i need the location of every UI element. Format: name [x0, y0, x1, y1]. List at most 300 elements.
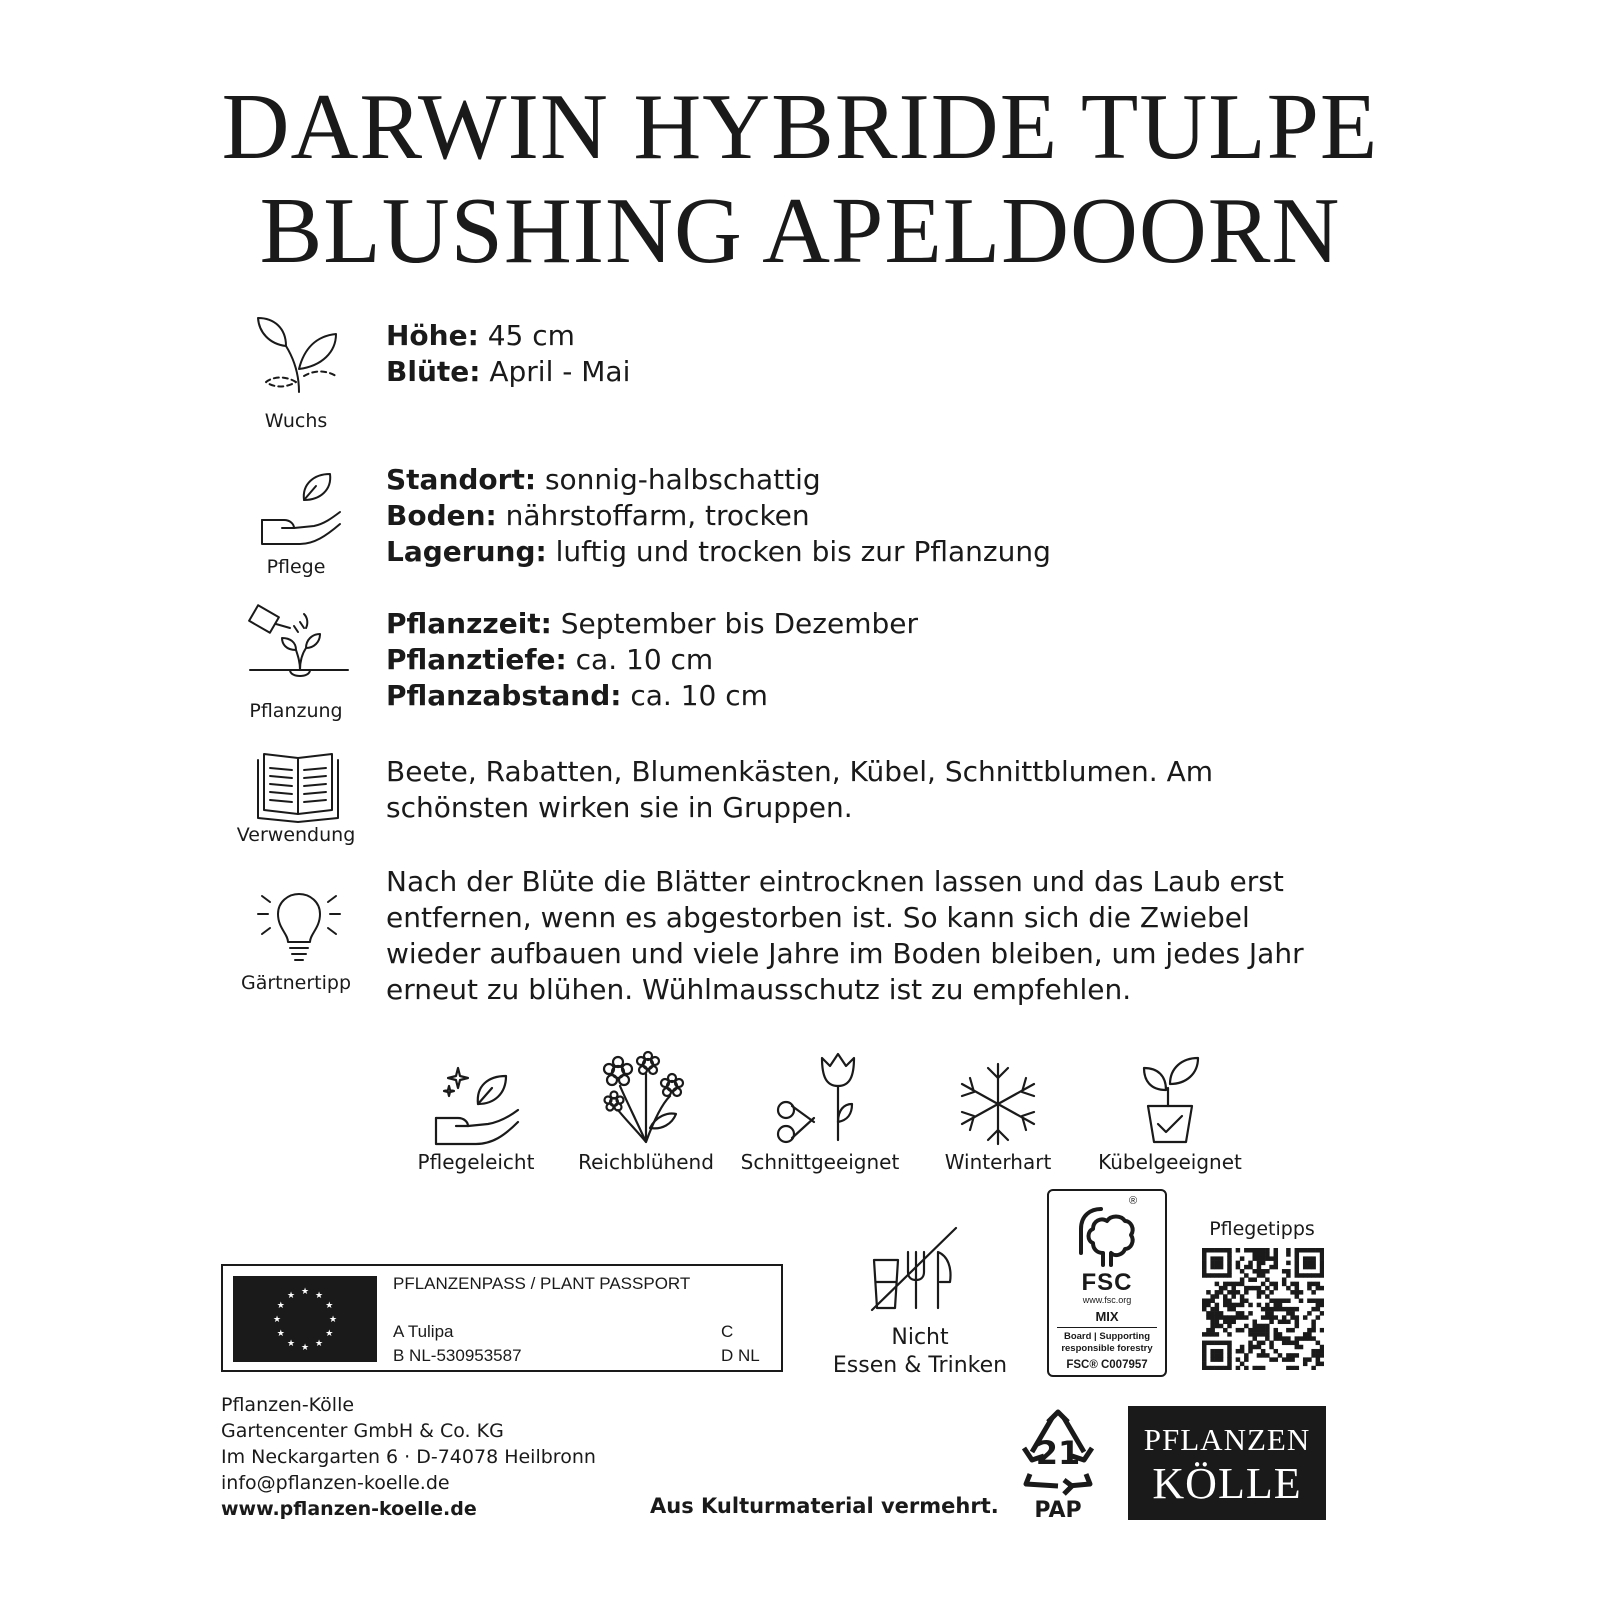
qr-module	[1261, 1290, 1266, 1295]
qr-module	[1248, 1303, 1253, 1308]
qr-module	[1295, 1353, 1300, 1358]
qr-module	[1244, 1290, 1249, 1295]
qr-module	[1236, 1303, 1241, 1308]
section-text-wuchs	[386, 318, 1306, 390]
qr-module	[1307, 1286, 1312, 1291]
text-line: Beete, Rabatten, Blumenkästen, Kübel, Schnittblumen. Am	[386, 755, 1213, 788]
qr-module	[1206, 1290, 1211, 1295]
qr-module	[1265, 1256, 1270, 1261]
qr-module	[1311, 1256, 1316, 1261]
qr-module	[1274, 1315, 1279, 1320]
qr-module	[1219, 1273, 1224, 1278]
field-key: Blüte:	[386, 355, 481, 388]
pot-plant-icon	[1120, 1050, 1220, 1146]
qr-module	[1227, 1307, 1232, 1312]
qr-module	[1320, 1349, 1324, 1354]
qr-module	[1210, 1353, 1215, 1358]
qr-module	[1244, 1357, 1249, 1362]
qr-module	[1215, 1353, 1220, 1358]
qr-module	[1261, 1307, 1266, 1312]
qr-module	[1252, 1328, 1257, 1333]
qr-module	[1303, 1248, 1308, 1253]
qr-module	[1320, 1345, 1324, 1350]
qr-module	[1303, 1336, 1308, 1341]
qr-module	[1261, 1324, 1266, 1329]
qr-module	[1261, 1248, 1266, 1253]
qr-module	[1248, 1248, 1253, 1253]
fsc-brand: FSC	[1081, 1269, 1133, 1296]
eu-star: ★	[314, 1290, 324, 1301]
qr-module	[1290, 1311, 1295, 1316]
field-key: Standort:	[386, 463, 537, 496]
qr-module	[1303, 1357, 1308, 1362]
qr-module	[1248, 1261, 1253, 1266]
qr-module	[1215, 1341, 1220, 1346]
section-label-verwendung: Verwendung	[236, 824, 356, 846]
qr-module	[1236, 1282, 1241, 1287]
qr-module	[1202, 1265, 1207, 1270]
qr-module	[1311, 1307, 1316, 1312]
section-text-pflanzung	[386, 606, 1306, 714]
qr-module	[1261, 1328, 1266, 1333]
qr-module	[1269, 1311, 1274, 1316]
qr-module	[1240, 1311, 1245, 1316]
qr-module	[1295, 1290, 1300, 1295]
qr-module	[1320, 1362, 1324, 1367]
qr-module	[1303, 1332, 1308, 1337]
website-link[interactable]: www.pflanzen-koelle.de	[221, 1498, 477, 1520]
qr-module	[1257, 1286, 1262, 1291]
qr-module	[1252, 1324, 1257, 1329]
qr-module	[1303, 1261, 1308, 1266]
fsc-url: www.fsc.org	[1082, 1295, 1132, 1305]
qr-module	[1265, 1311, 1270, 1316]
qr-module	[1202, 1303, 1207, 1308]
qr-module	[1227, 1345, 1232, 1350]
field-key: Pflanztiefe:	[386, 643, 567, 676]
section-label-wuchs: Wuchs	[264, 410, 328, 432]
qr-module	[1257, 1290, 1262, 1295]
field-key: Pflanzzeit:	[386, 607, 552, 640]
qr-module	[1231, 1307, 1236, 1312]
qr-module	[1286, 1307, 1291, 1312]
section-label-pflege: Pflege	[266, 556, 326, 578]
qr-module	[1286, 1261, 1291, 1266]
qr-module	[1320, 1298, 1324, 1303]
qr-module	[1202, 1353, 1207, 1358]
qr-module	[1316, 1315, 1321, 1320]
qr-module	[1227, 1273, 1232, 1278]
qr-module	[1265, 1303, 1270, 1308]
eu-star: ★	[276, 1301, 285, 1311]
qr-module	[1215, 1273, 1220, 1278]
text-line: entfernen, wenn es abgestorben ist. So kann sich die Zwiebel	[386, 901, 1250, 934]
qr-module	[1265, 1286, 1270, 1291]
qr-module	[1210, 1273, 1215, 1278]
field-value: 45 cm	[478, 319, 575, 352]
qr-module	[1240, 1282, 1245, 1287]
qr-module	[1227, 1282, 1232, 1287]
qr-module	[1307, 1248, 1312, 1253]
qr-module	[1227, 1349, 1232, 1354]
qr-module	[1206, 1273, 1211, 1278]
qr-module	[1210, 1324, 1215, 1329]
qr-module	[1240, 1298, 1245, 1303]
qr-module	[1295, 1282, 1300, 1287]
text-line	[386, 318, 1306, 354]
qr-module	[1282, 1315, 1287, 1320]
qr-module	[1307, 1328, 1312, 1333]
qr-module	[1286, 1320, 1291, 1325]
qr-module	[1244, 1298, 1249, 1303]
qr-module	[1223, 1282, 1228, 1287]
qr-module	[1261, 1282, 1266, 1287]
qr-module	[1307, 1357, 1312, 1362]
qr-module	[1257, 1265, 1262, 1270]
qr-module	[1311, 1336, 1316, 1341]
qr-module	[1320, 1256, 1324, 1261]
qr-module	[1202, 1349, 1207, 1354]
qr-module	[1215, 1248, 1220, 1253]
qr-module	[1299, 1290, 1304, 1295]
qr-module	[1290, 1307, 1295, 1312]
qr-module	[1307, 1336, 1312, 1341]
qr-module	[1274, 1307, 1279, 1312]
qr-module	[1278, 1320, 1283, 1325]
qr-module	[1244, 1273, 1249, 1278]
qr-module	[1269, 1345, 1274, 1350]
qr-module	[1257, 1269, 1262, 1274]
qr-module	[1219, 1311, 1224, 1316]
qr-module	[1316, 1286, 1321, 1291]
qr-module	[1265, 1294, 1270, 1299]
badge-label-schnittgeeignet: Schnittgeeignet	[740, 1150, 900, 1174]
badge-label-kuebelgeeignet: Kübelgeeignet	[1098, 1150, 1242, 1174]
qr-module	[1227, 1290, 1232, 1295]
qr-module	[1261, 1252, 1266, 1257]
qr-module	[1236, 1261, 1241, 1266]
qr-module	[1269, 1282, 1274, 1287]
qr-module	[1261, 1332, 1266, 1337]
passport-d: D NL	[721, 1346, 760, 1365]
snowflake-icon	[948, 1056, 1048, 1152]
qr-module	[1248, 1265, 1253, 1270]
qr-module	[1278, 1307, 1283, 1312]
qr-module	[1282, 1269, 1287, 1274]
qr-module	[1227, 1341, 1232, 1346]
qr-module	[1215, 1320, 1220, 1325]
qr-module	[1307, 1282, 1312, 1287]
fsc-divider	[1057, 1327, 1157, 1328]
qr-module	[1252, 1252, 1257, 1257]
qr-module	[1265, 1277, 1270, 1282]
qr-module	[1274, 1256, 1279, 1261]
qr-module	[1210, 1261, 1215, 1266]
eu-flag-icon	[233, 1276, 377, 1362]
qr-module	[1202, 1273, 1207, 1278]
qr-module	[1257, 1248, 1262, 1253]
qr-module	[1282, 1307, 1287, 1312]
eu-star: ★	[300, 1287, 310, 1297]
qr-module	[1307, 1273, 1312, 1278]
qr-module	[1215, 1349, 1220, 1354]
qr-module	[1286, 1248, 1291, 1253]
qr-module	[1265, 1307, 1270, 1312]
qr-module	[1248, 1311, 1253, 1316]
qr-module	[1227, 1252, 1232, 1257]
badge-label-reichbluehend: Reichblühend	[578, 1150, 714, 1174]
qr-module	[1223, 1298, 1228, 1303]
qr-module	[1311, 1298, 1316, 1303]
qr-module	[1278, 1298, 1283, 1303]
section-label-pflanzung: Pflanzung	[249, 700, 343, 722]
qr-module	[1227, 1298, 1232, 1303]
qr-module	[1320, 1303, 1324, 1308]
qr-module	[1252, 1256, 1257, 1261]
text-line	[386, 354, 1306, 390]
no-food-icon	[868, 1222, 964, 1314]
qr-module	[1231, 1303, 1236, 1308]
qr-module	[1299, 1345, 1304, 1350]
qr-module	[1252, 1366, 1257, 1370]
qr-module	[1210, 1332, 1215, 1337]
qr-module	[1295, 1345, 1300, 1350]
qr-module	[1206, 1311, 1211, 1316]
field-key: Lagerung:	[386, 535, 547, 568]
qr-module	[1307, 1332, 1312, 1337]
qr-module	[1202, 1307, 1207, 1312]
qr-module	[1316, 1273, 1321, 1278]
qr-module	[1252, 1332, 1257, 1337]
qr-module	[1215, 1256, 1220, 1261]
hand-leaf-icon	[244, 470, 354, 550]
qr-module	[1261, 1315, 1266, 1320]
text-line	[386, 642, 1306, 678]
product-title-line-2: BLUSHING APELDOORN	[259, 179, 1341, 283]
qr-module	[1269, 1307, 1274, 1312]
qr-module	[1202, 1362, 1207, 1367]
qr-module	[1257, 1256, 1262, 1261]
qr-module	[1311, 1282, 1316, 1287]
qr-module	[1248, 1286, 1253, 1291]
qr-module	[1257, 1328, 1262, 1333]
qr-code[interactable]	[1202, 1248, 1324, 1370]
qr-module	[1219, 1248, 1224, 1253]
qr-module	[1282, 1277, 1287, 1282]
qr-module	[1261, 1256, 1266, 1261]
qr-module	[1206, 1328, 1211, 1333]
qr-module	[1282, 1298, 1287, 1303]
qr-module	[1269, 1256, 1274, 1261]
qr-module	[1265, 1328, 1270, 1333]
qr-module	[1215, 1261, 1220, 1266]
qr-module	[1320, 1252, 1324, 1257]
qr-module	[1202, 1261, 1207, 1266]
qr-module	[1219, 1265, 1224, 1270]
field-value: ca. 10 cm	[621, 679, 768, 712]
qr-module	[1210, 1307, 1215, 1312]
qr-module	[1295, 1273, 1300, 1278]
qr-module	[1206, 1315, 1211, 1320]
qr-module	[1215, 1307, 1220, 1312]
qr-module	[1316, 1357, 1321, 1362]
qr-module	[1236, 1290, 1241, 1295]
qr-module	[1274, 1248, 1279, 1253]
passport-c: C	[721, 1322, 734, 1341]
qr-module	[1215, 1290, 1220, 1295]
qr-module	[1290, 1315, 1295, 1320]
qr-module	[1240, 1315, 1245, 1320]
qr-module	[1265, 1315, 1270, 1320]
qr-module	[1227, 1332, 1232, 1337]
qr-module	[1244, 1265, 1249, 1270]
field-value: sonnig-halbschattig	[536, 463, 821, 496]
qr-module	[1240, 1277, 1245, 1282]
qr-module	[1286, 1366, 1291, 1370]
qr-module	[1240, 1362, 1245, 1367]
eu-star: ★	[325, 1301, 334, 1311]
qr-module	[1265, 1353, 1270, 1358]
fsc-label	[1047, 1189, 1167, 1377]
qr-module	[1210, 1265, 1215, 1270]
qr-module	[1311, 1353, 1316, 1358]
email-link[interactable]: info@pflanzen-koelle.de	[221, 1472, 450, 1494]
qr-module	[1307, 1298, 1312, 1303]
qr-module	[1240, 1345, 1245, 1350]
plant-passport	[221, 1264, 783, 1372]
logo-line-2: KÖLLE	[1152, 1459, 1302, 1508]
easy-care-icon	[426, 1056, 526, 1152]
qr-module	[1257, 1303, 1262, 1308]
qr-module	[1210, 1357, 1215, 1362]
eu-star: ★	[314, 1339, 324, 1350]
qr-module	[1202, 1341, 1207, 1346]
qr-module	[1227, 1303, 1232, 1308]
qr-module	[1227, 1315, 1232, 1320]
text-line	[386, 498, 1306, 534]
qr-module	[1231, 1286, 1236, 1291]
qr-module	[1206, 1332, 1211, 1337]
qr-module	[1274, 1265, 1279, 1270]
qr-module	[1316, 1362, 1321, 1367]
qr-module	[1320, 1265, 1324, 1270]
qr-module	[1210, 1315, 1215, 1320]
qr-module	[1252, 1345, 1257, 1350]
passport-a: A Tulipa	[393, 1322, 454, 1341]
recycling-number: 21	[1035, 1434, 1081, 1472]
qr-module	[1227, 1353, 1232, 1358]
qr-module	[1286, 1269, 1291, 1274]
qr-module	[1210, 1248, 1215, 1253]
qr-module	[1274, 1261, 1279, 1266]
qr-module	[1210, 1311, 1215, 1316]
badge-label-winterhart: Winterhart	[944, 1150, 1052, 1174]
qr-module	[1290, 1353, 1295, 1358]
qr-module	[1240, 1349, 1245, 1354]
qr-module	[1274, 1303, 1279, 1308]
address-line-2: Gartencenter GmbH & Co. KG	[221, 1420, 504, 1442]
qr-module	[1244, 1286, 1249, 1291]
qr-module	[1316, 1353, 1321, 1358]
qr-module	[1299, 1248, 1304, 1253]
qr-module	[1269, 1265, 1274, 1270]
qr-module	[1311, 1324, 1316, 1329]
qr-module	[1261, 1353, 1266, 1358]
qr-module	[1236, 1357, 1241, 1362]
qr-module	[1219, 1261, 1224, 1266]
qr-module	[1215, 1332, 1220, 1337]
qr-module	[1286, 1353, 1291, 1358]
qr-module	[1257, 1252, 1262, 1257]
section-text-verwendung	[386, 754, 1306, 826]
qr-module	[1202, 1366, 1207, 1370]
fsc-mix: MIX	[1095, 1309, 1119, 1324]
qr-module	[1274, 1349, 1279, 1354]
qr-module	[1219, 1341, 1224, 1346]
section-text-pflege	[386, 462, 1306, 570]
qr-module	[1227, 1324, 1232, 1329]
culture-note: Aus Kulturmaterial vermehrt.	[650, 1494, 999, 1518]
qr-module	[1240, 1294, 1245, 1299]
qr-module	[1307, 1311, 1312, 1316]
qr-module	[1236, 1315, 1241, 1320]
qr-module	[1215, 1303, 1220, 1308]
qr-module	[1278, 1303, 1283, 1308]
qr-module	[1295, 1286, 1300, 1291]
recycling-icon	[1012, 1408, 1104, 1526]
qr-module	[1248, 1345, 1253, 1350]
qr-module	[1252, 1269, 1257, 1274]
product-title-line-1: DARWIN HYBRIDE TULPE	[221, 75, 1379, 179]
qr-module	[1290, 1357, 1295, 1362]
qr-module	[1316, 1248, 1321, 1253]
qr-module	[1320, 1286, 1324, 1291]
qr-module	[1215, 1265, 1220, 1270]
qr-module	[1303, 1273, 1308, 1278]
qr-module	[1206, 1341, 1211, 1346]
qr-module	[1219, 1349, 1224, 1354]
qr-module	[1219, 1353, 1224, 1358]
qr-module	[1236, 1366, 1241, 1370]
qr-module	[1219, 1290, 1224, 1295]
qr-module	[1265, 1332, 1270, 1337]
qr-module	[1236, 1328, 1241, 1333]
qr-module	[1311, 1366, 1316, 1370]
flowers-icon	[596, 1050, 696, 1146]
qr-module	[1248, 1349, 1253, 1354]
scissors-tulip-icon	[770, 1050, 870, 1146]
field-value: April - Mai	[480, 355, 631, 388]
qr-module	[1261, 1366, 1266, 1370]
qr-module	[1274, 1298, 1279, 1303]
qr-module	[1215, 1366, 1220, 1370]
qr-module	[1261, 1269, 1266, 1274]
qr-module	[1261, 1261, 1266, 1266]
qr-module	[1286, 1357, 1291, 1362]
qr-module	[1295, 1248, 1300, 1253]
qr-module	[1290, 1282, 1295, 1287]
qr-module	[1244, 1324, 1249, 1329]
qr-module	[1252, 1336, 1257, 1341]
qr-module	[1320, 1269, 1324, 1274]
qr-module	[1257, 1345, 1262, 1350]
field-key: Boden:	[386, 499, 497, 532]
qr-module	[1215, 1294, 1220, 1299]
eu-star: ★	[325, 1329, 334, 1339]
qr-module	[1223, 1320, 1228, 1325]
qr-module	[1286, 1341, 1291, 1346]
qr-module	[1311, 1265, 1316, 1270]
